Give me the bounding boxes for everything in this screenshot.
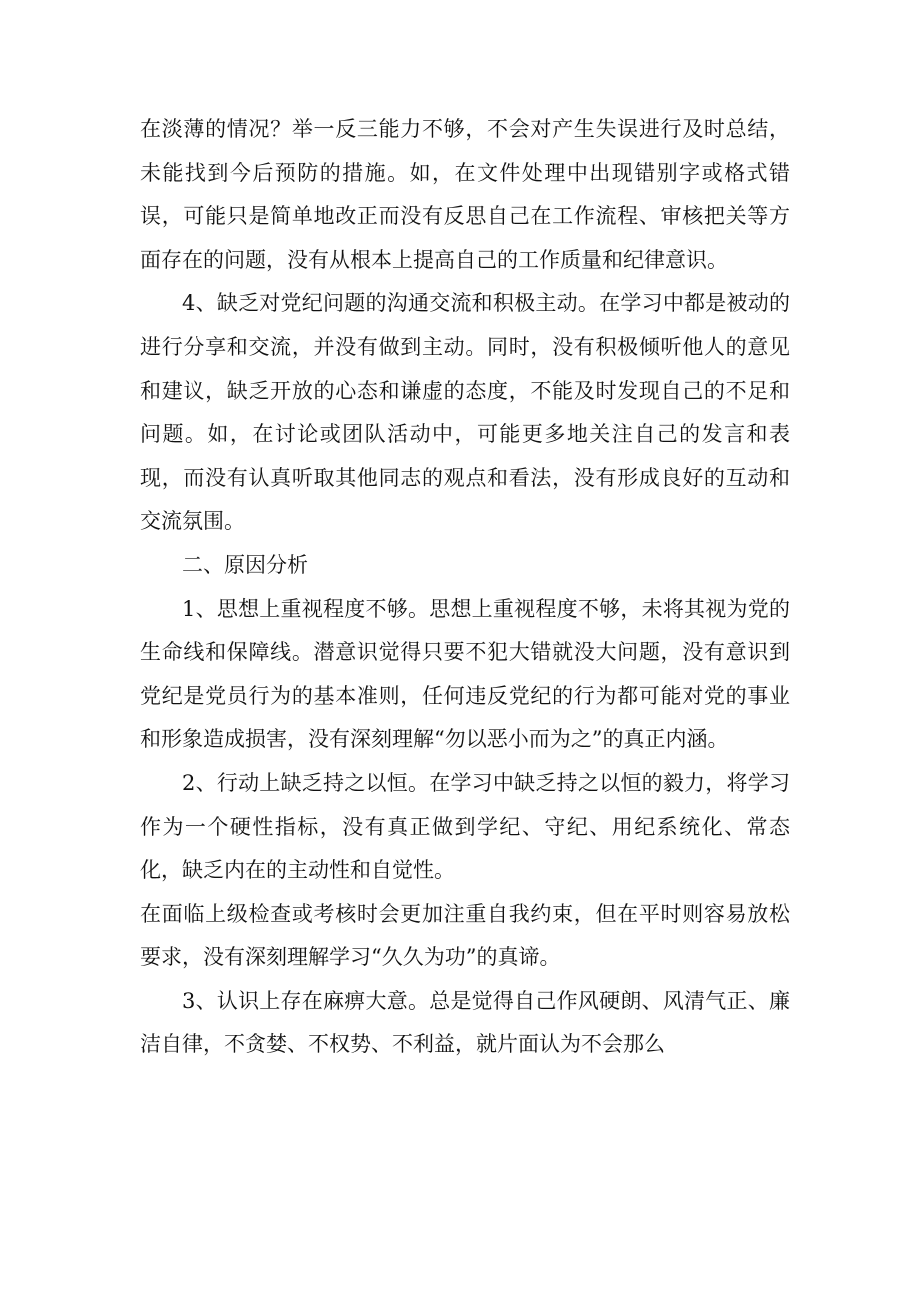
- section-heading-cause-analysis: 二、原因分析: [182, 552, 308, 577]
- paragraph-cause-2: 2、行动上缺乏持之以恒。在学习中缺乏持之以恒的毅力，将学习作为一个硬性指标，没有真正做到学纪、守纪、用纪系统化、常态化，缺乏内在的主动性和自觉性。: [140, 770, 790, 883]
- paragraph-cause-3: 3、认识上存在麻痹大意。总是觉得自己作风硬朗、风清气正、廉洁自律，不贪婪、不权势、不利益，就片面认为不会那么: [140, 988, 790, 1057]
- document-page: [140, 108, 790, 1067]
- paragraph-cause-2-continued: 在面临上级检查或考核时会更加注重自我约束，但在平时则容易放松要求，没有深刻理解学习“久久为功”的真谛。: [140, 901, 790, 970]
- paragraph-continuation: 在淡薄的情况？举一反三能力不够，不会对产生失误进行及时总结，未能找到今后预防的措施。如，在文件处理中出现错别字或格式错误，可能只是简单地改正而没有反思自己在工作流程、审核把关等方面存在的问题，没有从根本上提高自己的工作质量和纪律意识。: [140, 117, 790, 272]
- paragraph-cause-1: 1、思想上重视程度不够。思想上重视程度不够，未将其视为党的生命线和保障线。潜意识觉得只要不犯大错就没大问题，没有意识到党纪是党员行为的基本准则，任何违反党纪的行为都可能对党的事业和形象造成损害，没有深刻理解“勿以恶小而为之”的真正内涵。: [140, 596, 790, 752]
- paragraph-point-4: 4、缺乏对党纪问题的沟通交流和积极主动。在学习中都是被动的进行分享和交流，并没有做到主动。同时，没有积极倾听他人的意见和建议，缺乏开放的心态和谦虚的态度，不能及时发现自己的不足和问题。如，在讨论或团队活动中，可能更多地关注自己的发言和表现，而没有认真听取其他同志的观点和看法，没有形成良好的互动和交流氛围。: [140, 291, 790, 534]
